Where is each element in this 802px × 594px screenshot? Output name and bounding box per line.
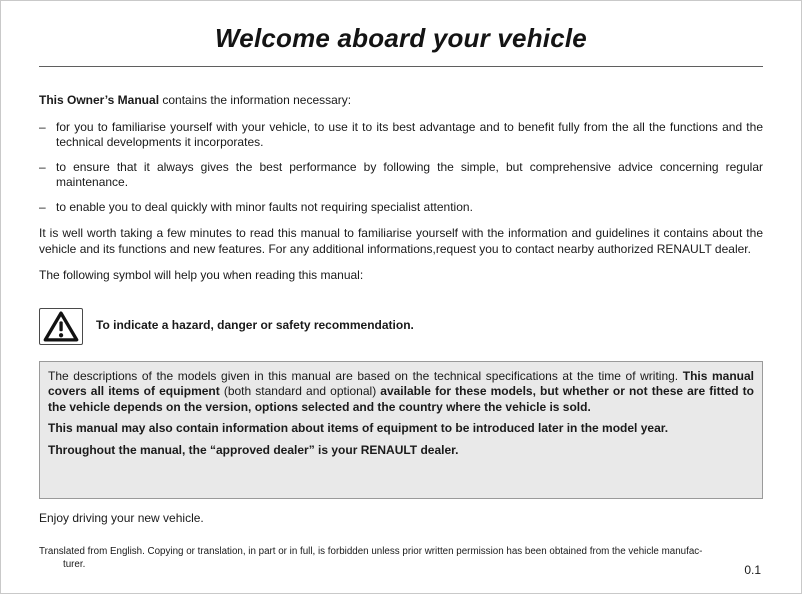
bullet-text: for you to familiarise yourself with your vehicle, to use it to its best advantage and to benefit fully from the all the functions and the technical developments it incorporates. [56,119,763,149]
intro-lead-bold: This Owner’s Manual [39,93,160,107]
enjoy-line: Enjoy driving your new vehicle. [39,511,204,525]
intro-lead-rest: contains the information necessary: [159,93,352,107]
intro-paragraph: It is well worth taking a few minutes to read this manual to familiarise yourself with the information and guidelines it contains about the vehicle and its functions and new features. For any additional informations,request you to contact nearby authorized RENAULT dealer. [39,226,763,256]
notice-paragraph-3 [48,443,754,459]
intro-bullet-list [39,120,763,216]
bullet-dash: – [39,199,46,214]
bullet-text: to ensure that it always gives the best performance by following the simple, but comprehensive advice concerning regular maintenance. [56,159,763,189]
legal-note [39,545,763,571]
notice-p3-bold: Throughout the manual, the “approved dealer” is your RENAULT dealer. [48,442,459,457]
warning-triangle-icon [39,308,83,345]
bullet-dash: – [39,119,46,134]
list-item [39,120,763,151]
page-header [39,1,763,67]
page-number: 0.1 [744,563,761,577]
page-title: Welcome aboard your vehicle [215,23,587,53]
list-item [39,200,763,216]
notice-box [39,361,763,500]
notice-paragraph-2 [48,421,754,437]
legal-line-1: Translated from English. Copying or translation, in part or in full, is forbidden unless prior written permission has been obtained from the vehicle manufac- [39,545,703,557]
notice-p1-bold-2: available for these models, but whether or not these are fitted to the vehicle depends on the version, options selected and the country where the vehicle is sold. [48,384,754,414]
notice-paragraph-1 [48,369,754,416]
bullet-text: to enable you to deal quickly with minor faults not requiring specialist attention. [56,199,473,214]
notice-p1-normal-1: The descriptions of the models given in this manual are based on the technical specifications at the time of writing. [48,368,683,383]
hazard-row [39,308,763,345]
legal-line-2: turer. [63,558,86,570]
list-item [39,160,763,191]
bullet-dash: – [39,159,46,174]
title-divider [39,66,763,67]
symbol-intro-paragraph: The following symbol will help you when reading this manual: [39,268,364,282]
page-content [39,93,763,571]
notice-p1-normal-2: (both standard and optional) [219,384,381,398]
notice-p1-bold-1: This manual covers all items of equipment [48,368,755,398]
intro-lead [39,93,763,109]
hazard-label: To indicate a hazard, danger or safety recommendation. [96,318,414,333]
notice-p2-bold: This manual may also contain information about items of equipment to be introduced later in the model year. [48,421,669,435]
